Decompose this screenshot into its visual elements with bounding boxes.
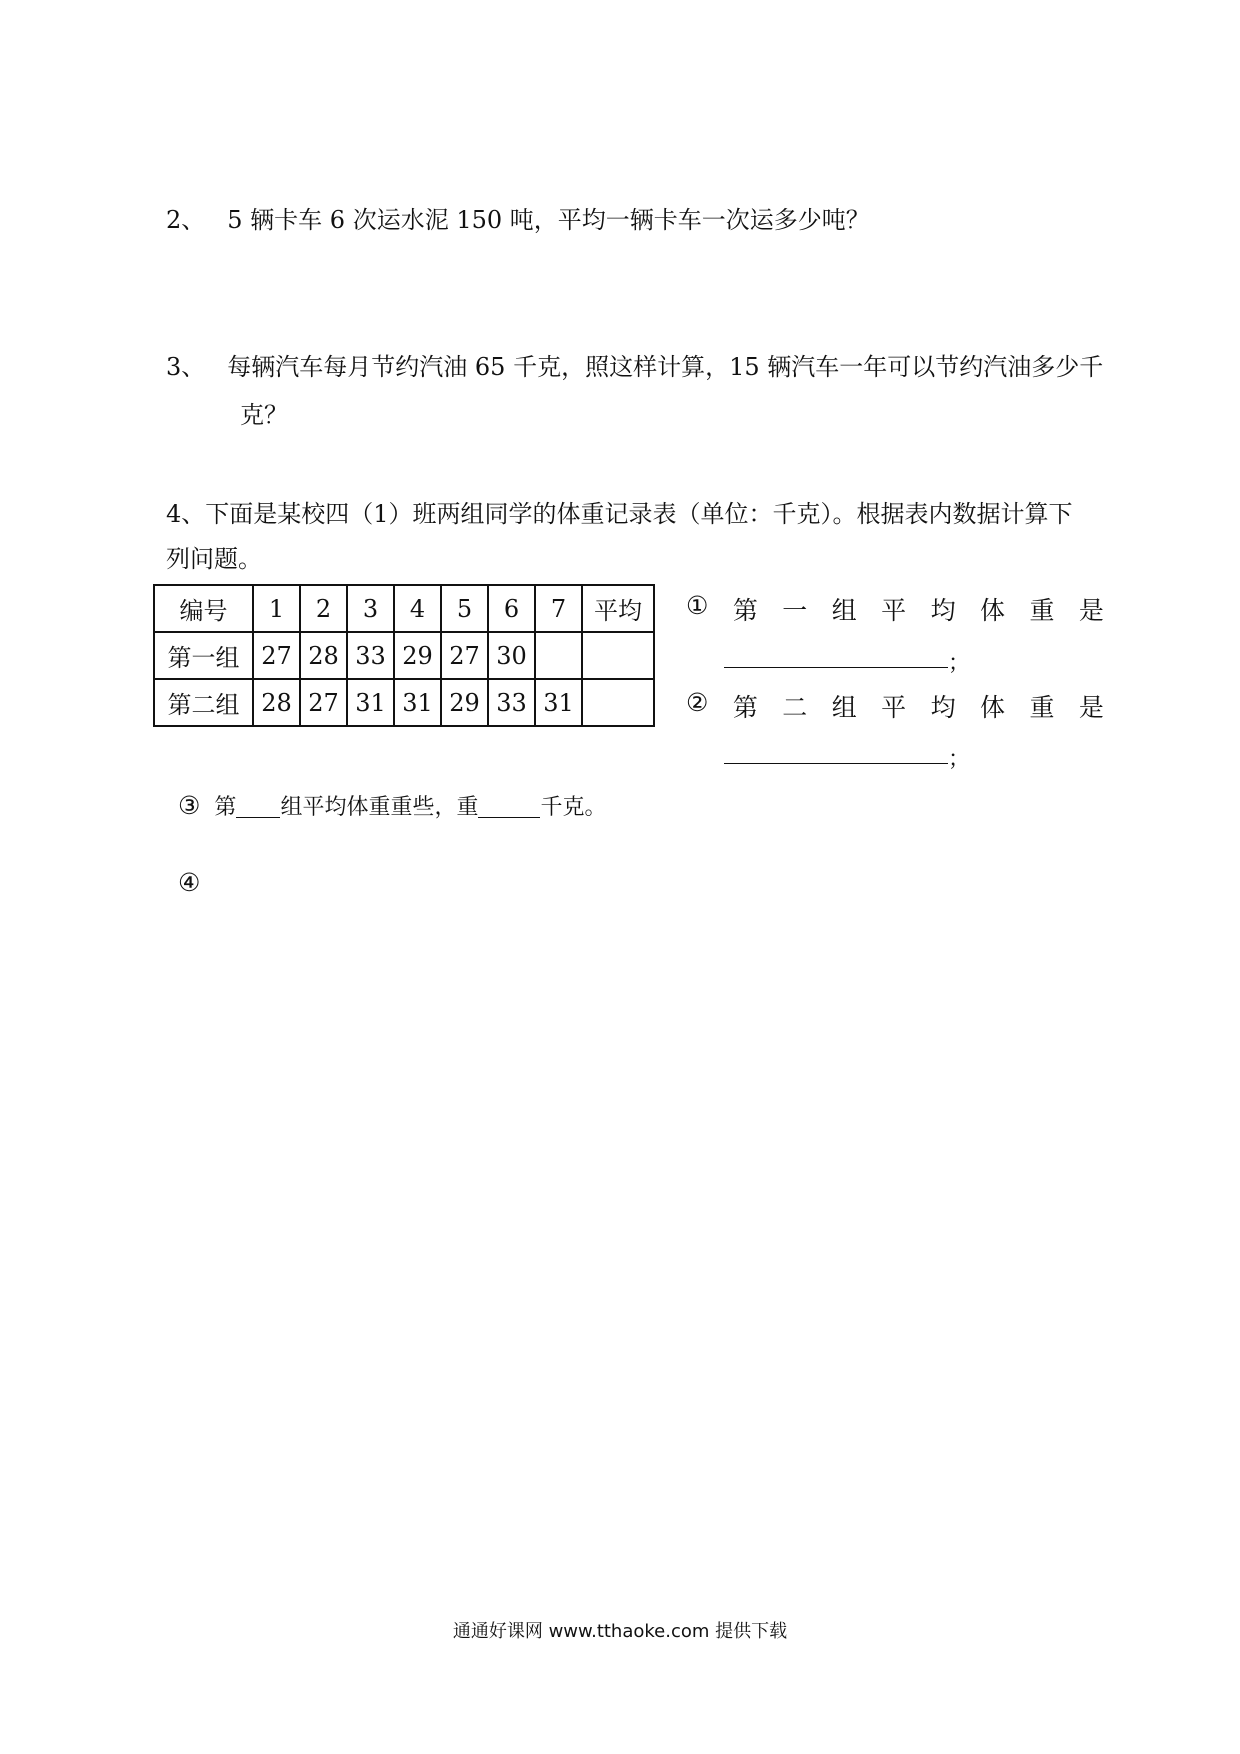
table-cell: 27 [253,632,300,679]
sub-question-2-char: 平 [881,693,907,722]
answer-blank-1[interactable] [724,667,948,668]
table-header-cell: 5 [441,585,488,632]
table-header-cell: 4 [394,585,441,632]
sub-question-3-part3: 千克。 [540,795,607,820]
table-cell: 28 [300,632,347,679]
table-cell: 28 [253,679,300,726]
sub-question-1 [686,591,1104,627]
table-header-row [154,585,654,632]
question-4-text-line2: 列问题。 [166,545,262,573]
question-2-number: 2、 [166,206,206,234]
sub-question-2-mark: ② [686,688,709,717]
sub-question-2 [686,688,1104,724]
sub-question-1-char: 第 [732,596,758,625]
question-3-text-line1: 每辆汽车每月节约汽油 65 千克，照这样计算，15 辆汽车一年可以节约汽油多少千 [227,353,1104,381]
sub-question-2-char: 体 [980,693,1006,722]
table-cell [535,632,582,679]
table-cell: 29 [441,679,488,726]
table-row-group2 [154,679,654,726]
sub-question-3-part1: 第 [214,795,237,820]
table-cell [582,632,654,679]
sub-question-2-char: 二 [782,693,808,722]
sub-question-1-char: 是 [1078,596,1104,625]
table-header-cell: 6 [488,585,535,632]
sub-question-1-mark: ① [686,591,709,620]
page-footer: 通通好课网 www.tthaoke.com 提供下载 [452,1621,788,1642]
sub-question-2-char: 第 [732,693,758,722]
answer-blank-2[interactable] [724,763,948,764]
sub-question-2-char: 是 [1078,693,1104,722]
weight-table [153,584,655,727]
sub-question-4-mark: ④ [178,868,201,897]
sub-question-2-char: 重 [1029,693,1055,722]
table-cell: 31 [347,679,394,726]
sub-question-1-char: 体 [980,596,1006,625]
sub-question-3-part2: 组平均体重重些，重 [280,795,479,820]
table-header-cell: 1 [253,585,300,632]
table-cell: 33 [488,679,535,726]
question-2 [166,205,870,235]
sub-question-1-char: 一 [782,596,808,625]
table-cell: 30 [488,632,535,679]
question-2-text: 5 辆卡车 6 次运水泥 150 吨，平均一辆卡车一次运多少吨？ [227,206,870,234]
table-header-cell: 2 [300,585,347,632]
sub-question-2-char: 组 [831,693,857,722]
table-cell: 33 [347,632,394,679]
table-header-cell: 平均 [582,585,654,632]
sub-question-3 [178,791,606,823]
sub-question-2-end: ； [948,747,971,772]
sub-question-1-char: 重 [1029,596,1055,625]
table-header-cell: 7 [535,585,582,632]
table-cell: 29 [394,632,441,679]
sub-question-3-mark: ③ [178,791,201,820]
question-3-text-line2: 克？ [240,401,288,429]
table-header-cell: 3 [347,585,394,632]
table-cell: 第二组 [154,679,253,726]
sub-question-1-end: ； [948,651,971,676]
table-header-cell: 编号 [154,585,253,632]
answer-blank-3a[interactable] [236,795,280,818]
sub-question-1-char: 组 [831,596,857,625]
table-cell: 第一组 [154,632,253,679]
table-row-group1 [154,632,654,679]
sub-question-1-char: 均 [930,596,956,625]
table-cell: 27 [441,632,488,679]
sub-question-1-char: 平 [881,596,907,625]
sub-question-2-char: 均 [930,693,956,722]
question-3 [166,352,1103,382]
table-cell: 27 [300,679,347,726]
table-cell [582,679,654,726]
question-3-number: 3、 [166,353,206,381]
question-4-text-line1: 4、下面是某校四（1）班两组同学的体重记录表（单位：千克）。根据表内数据计算下 [166,500,1073,528]
table-cell: 31 [394,679,441,726]
table-cell: 31 [535,679,582,726]
answer-blank-3b[interactable] [478,795,540,818]
